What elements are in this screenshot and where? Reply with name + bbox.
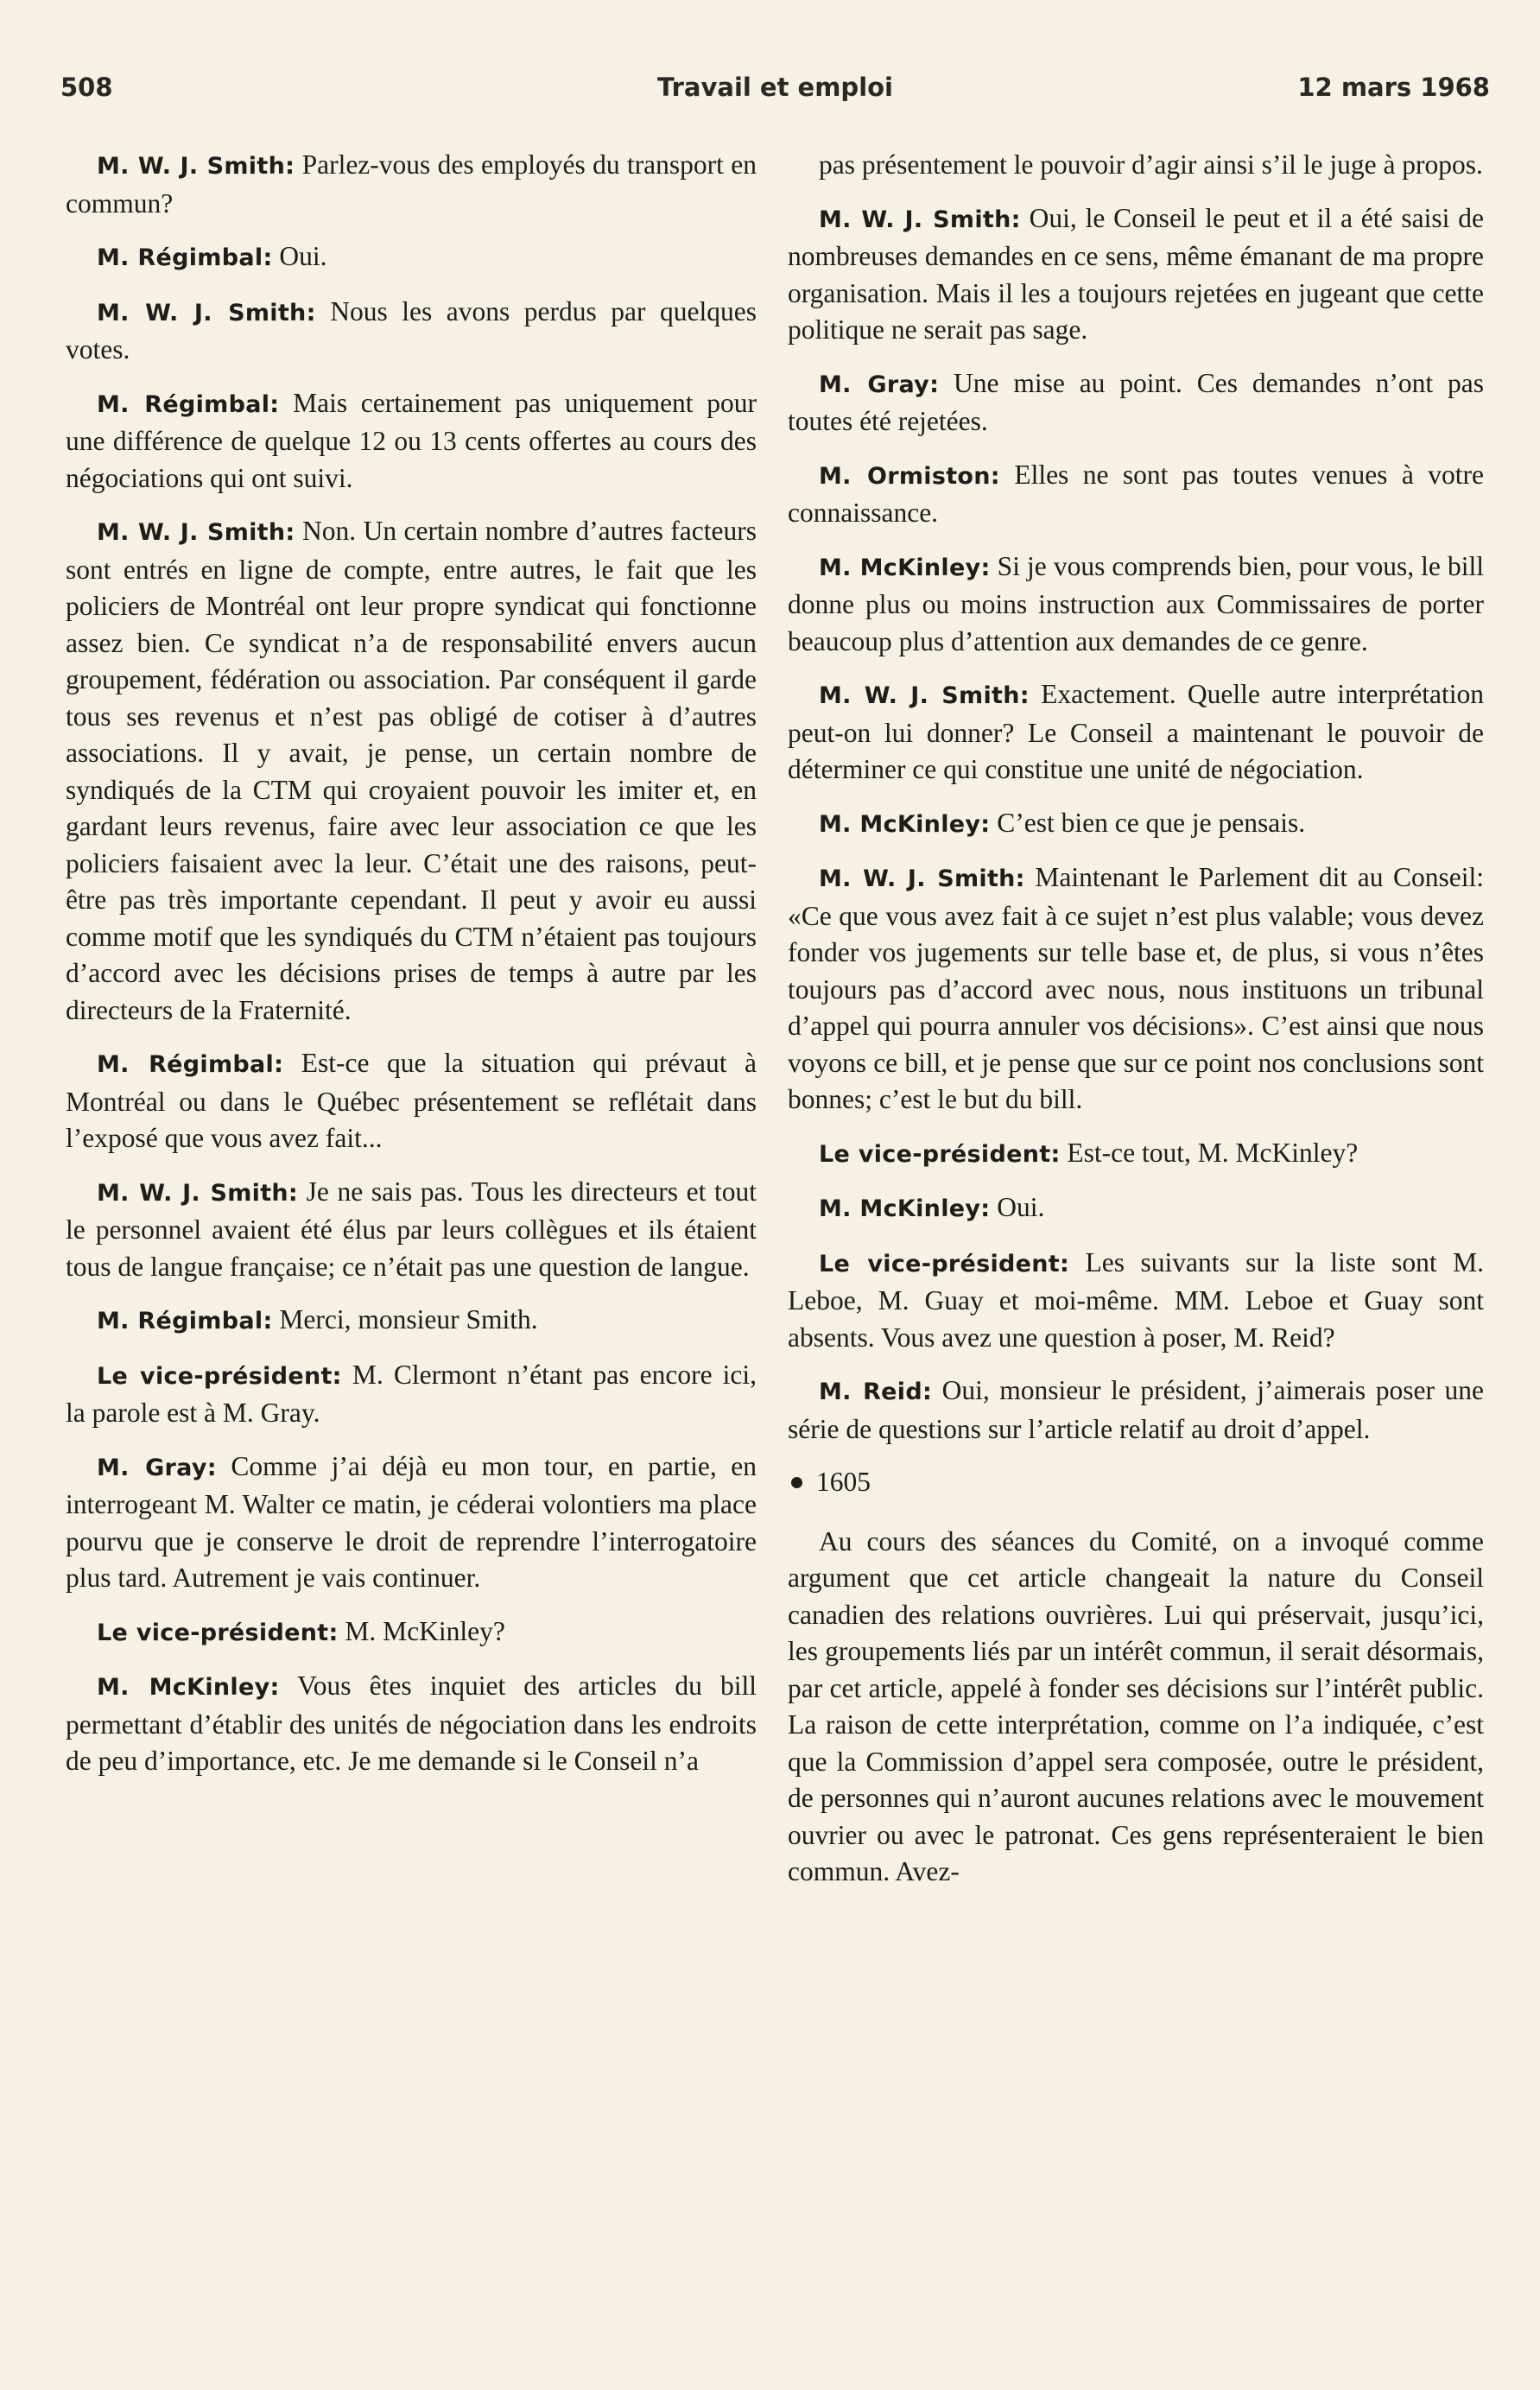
transcript-paragraph: [788, 1524, 1484, 1891]
paragraph-text: Oui.: [997, 1192, 1045, 1222]
transcript-paragraph: [66, 1668, 757, 1780]
speaker-name: M. Régimbal:: [97, 1308, 273, 1334]
bullet-icon: [791, 1477, 802, 1488]
time-marker-text: 1605: [816, 1467, 871, 1497]
transcript-paragraph: [788, 676, 1484, 789]
paragraph-text: Oui.: [279, 241, 327, 271]
paragraph-text: C’est bien ce que je pensais.: [997, 807, 1306, 838]
speaker-name: M. Reid:: [819, 1379, 933, 1405]
speaker-name: M. McKinley:: [97, 1674, 280, 1701]
transcript-paragraph: [788, 1373, 1484, 1448]
speaker-name: M. W. J. Smith:: [97, 519, 295, 546]
speaker-name: M. Régimbal:: [97, 244, 273, 271]
transcript-paragraph: [66, 294, 757, 369]
paragraph-text: pas présentement le pouvoir d’agir ainsi s’il le juge à propos.: [819, 149, 1483, 180]
running-title: Travail et emploi: [657, 73, 893, 102]
transcript-paragraph: [788, 859, 1484, 1119]
transcript-paragraph: [788, 147, 1484, 184]
transcript-paragraph: [66, 238, 757, 277]
transcript-paragraph: [66, 1174, 757, 1286]
transcript-paragraph: [788, 1245, 1484, 1357]
paragraph-text: Est-ce que la situation qui prévaut à Montréal ou dans le Québec présentement se reflétait dans l’exposé que vous avez fait...: [66, 1048, 757, 1153]
paragraph-text: Maintenant le Parlement dit au Conseil: «Ce que vous avez fait à ce sujet n’est plus valable; vous devez fonder vos jugements sur telle base et, de plus, si vous n’êtes toujours pas d’accord avec nous, nous instituons un tribunal d’appel qui pourra annuler vos décisions». C’est ainsi que nous voyons ce bill, et je pense que sur ce point nos conclusions sont bonnes; c’est le but du bill.: [788, 862, 1485, 1114]
paragraph-text: Comme j’ai déjà eu mon tour, en partie, en interrogeant M. Walter ce matin, je céderai volontiers ma place pourvu que je conserve le droit de reprendre l’interrogatoire plus tard. Autrement je vais continuer.: [66, 1450, 757, 1593]
paragraph-text: Une mise au point. Ces demandes n’ont pas toutes été rejetées.: [788, 367, 1484, 436]
paragraph-text: Oui, le Conseil le peut et il a été saisi de nombreuses demandes en ce sens, même émanant de ma propre organisation. Mais il les a toujours rejetées en jugeant que cette politique ne serait pas sage.: [788, 202, 1484, 345]
paragraph-text: M. Clermont n’étant pas encore ici, la parole est à M. Gray.: [66, 1359, 757, 1428]
transcript-paragraph: [788, 1189, 1484, 1228]
paragraph-text: Elles ne sont pas toutes venues à votre connaissance.: [788, 459, 1485, 528]
page-number: 508: [60, 73, 113, 102]
transcript-paragraph: [788, 548, 1484, 661]
paragraph-text: Exactement. Quelle autre interprétation peut-on lui donner? Le Conseil a maintenant le pouvoir de déterminer ce qui constitue une unité de négociation.: [788, 679, 1484, 784]
transcript-paragraph: [66, 1302, 757, 1341]
paragraph-text: Non. Un certain nombre d’autres facteurs sont entrés en ligne de compte, entre autres, le fait que les policiers de Montréal ont leur propre syndicat qui fonctionne assez bien. Ce syndicat n’a de responsabilité envers aucun groupement, fédération ou association. Par conséquent il garde tous ses revenus et n’est pas obligé de cotiser à d’autres associations. Il y avait, je pense, un certain nombre de syndiqués de la CTM qui croyaient pouvoir les imiter et, en gardant leurs revenus, faire avec leur association ce que les policiers faisaient avec la leur. C’était une des raisons, peut-être pas très importante cependant. Il peut y avoir eu aussi comme motif que les syndiqués du CTM n’étaient pas toujours d’accord avec les décisions prises de temps à autre par les directeurs de la Fraternité.: [66, 516, 757, 1025]
speaker-name: M. McKinley:: [819, 554, 991, 581]
right-column-top: [788, 147, 1484, 1448]
speaker-name: M. W. J. Smith:: [819, 865, 1025, 892]
transcript-paragraph: [66, 1045, 757, 1157]
paragraph-text: Les suivants sur la liste sont M. Leboe, M. Guay et moi-même. MM. Leboe et Guay sont absents. Vous avez une question à poser, M. Reid?: [788, 1246, 1485, 1353]
transcript-paragraph: [788, 457, 1484, 532]
paragraph-text: Est-ce tout, M. McKinley?: [1067, 1137, 1359, 1168]
speaker-name: M. McKinley:: [819, 810, 991, 838]
paragraph-text: Vous êtes inquiet des articles du bill permettant d’établir des unités de négociation dans les endroits de peu d’importance, etc. Je me demande si le Conseil n’a: [66, 1670, 757, 1776]
speaker-name: M. W. J. Smith:: [819, 682, 1030, 709]
speaker-name: M. Régimbal:: [97, 390, 280, 418]
speaker-name: Le vice-président:: [97, 1619, 339, 1646]
speaker-name: M. W. J. Smith:: [97, 299, 316, 326]
speaker-name: M. W. J. Smith:: [97, 1179, 299, 1207]
paragraph-text: Je ne sais pas. Tous les directeurs et tout le personnel avaient été élus par leurs collègues et ils étaient tous de langue française; ce n’était pas une question de langue.: [66, 1176, 757, 1282]
speaker-name: M. W. J. Smith:: [97, 153, 295, 180]
transcript-paragraph: [788, 805, 1484, 844]
paragraph-text: Merci, monsieur Smith.: [279, 1304, 538, 1334]
transcript-paragraph: [788, 1135, 1484, 1174]
transcript-paragraph: [66, 385, 757, 498]
paragraph-text: Parlez-vous des employés du transport en commun?: [66, 149, 757, 219]
transcript-paragraph: [66, 1613, 757, 1652]
paragraph-text: Nous les avons perdus par quelques votes.: [66, 295, 757, 365]
transcript-paragraph: [788, 200, 1484, 349]
speaker-name: Le vice-président:: [97, 1362, 342, 1390]
right-column-bottom: [788, 1524, 1484, 1891]
transcript-paragraph: [66, 147, 757, 222]
transcript-paragraph: [66, 1357, 757, 1432]
speaker-name: M. Gray:: [97, 1454, 217, 1481]
header-date: 12 mars 1968: [1297, 73, 1490, 102]
speaker-name: M. Régimbal:: [97, 1051, 284, 1078]
paragraph-text: Au cours des séances du Comité, on a invoqué comme argument que cet article changeait la nature du Conseil canadien des relations ouvrières. Lui qui préservait, jusqu’ici, les groupements liés par un intérêt commun, il serait désormais, par cet article, appelé à fonder ses décisions sur l’intérêt public. La raison de cette interprétation, comme on l’a indiquée, c’est que la Commission d’appel sera composée, outre le président, de personnes qui n’auront aucunes relations avec le mouvement ouvrier ou avec le patronat. Ces gens représenteraient le bien commun. Avez-: [788, 1525, 1484, 1886]
time-marker: [788, 1464, 1484, 1501]
paragraph-text: Mais certainement pas uniquement pour une différence de quelque 12 ou 13 cents offertes au cours des négociations qui ont suivi.: [66, 387, 757, 493]
paragraph-text: Oui, monsieur le président, j’aimerais poser une série de questions sur l’article relatif au droit d’appel.: [788, 1375, 1484, 1444]
transcript-paragraph: [66, 513, 757, 1029]
left-column: [66, 147, 757, 1797]
speaker-name: M. McKinley:: [819, 1195, 991, 1222]
transcript-paragraph: [788, 365, 1484, 441]
speaker-name: M. Ormiston:: [819, 462, 1000, 490]
speaker-name: Le vice-président:: [819, 1140, 1061, 1168]
paragraph-text: M. McKinley?: [345, 1615, 505, 1646]
page-header: [60, 73, 1490, 116]
paragraph-text: Si je vous comprends bien, pour vous, le bill donne plus ou moins instruction aux Commissaires de porter beaucoup plus d’attention aux demandes de ce genre.: [788, 550, 1485, 656]
speaker-name: Le vice-président:: [819, 1250, 1070, 1277]
right-column: [788, 147, 1484, 1907]
transcript-paragraph: [66, 1449, 757, 1597]
speaker-name: M. W. J. Smith:: [819, 206, 1021, 233]
speaker-name: M. Gray:: [819, 371, 940, 398]
